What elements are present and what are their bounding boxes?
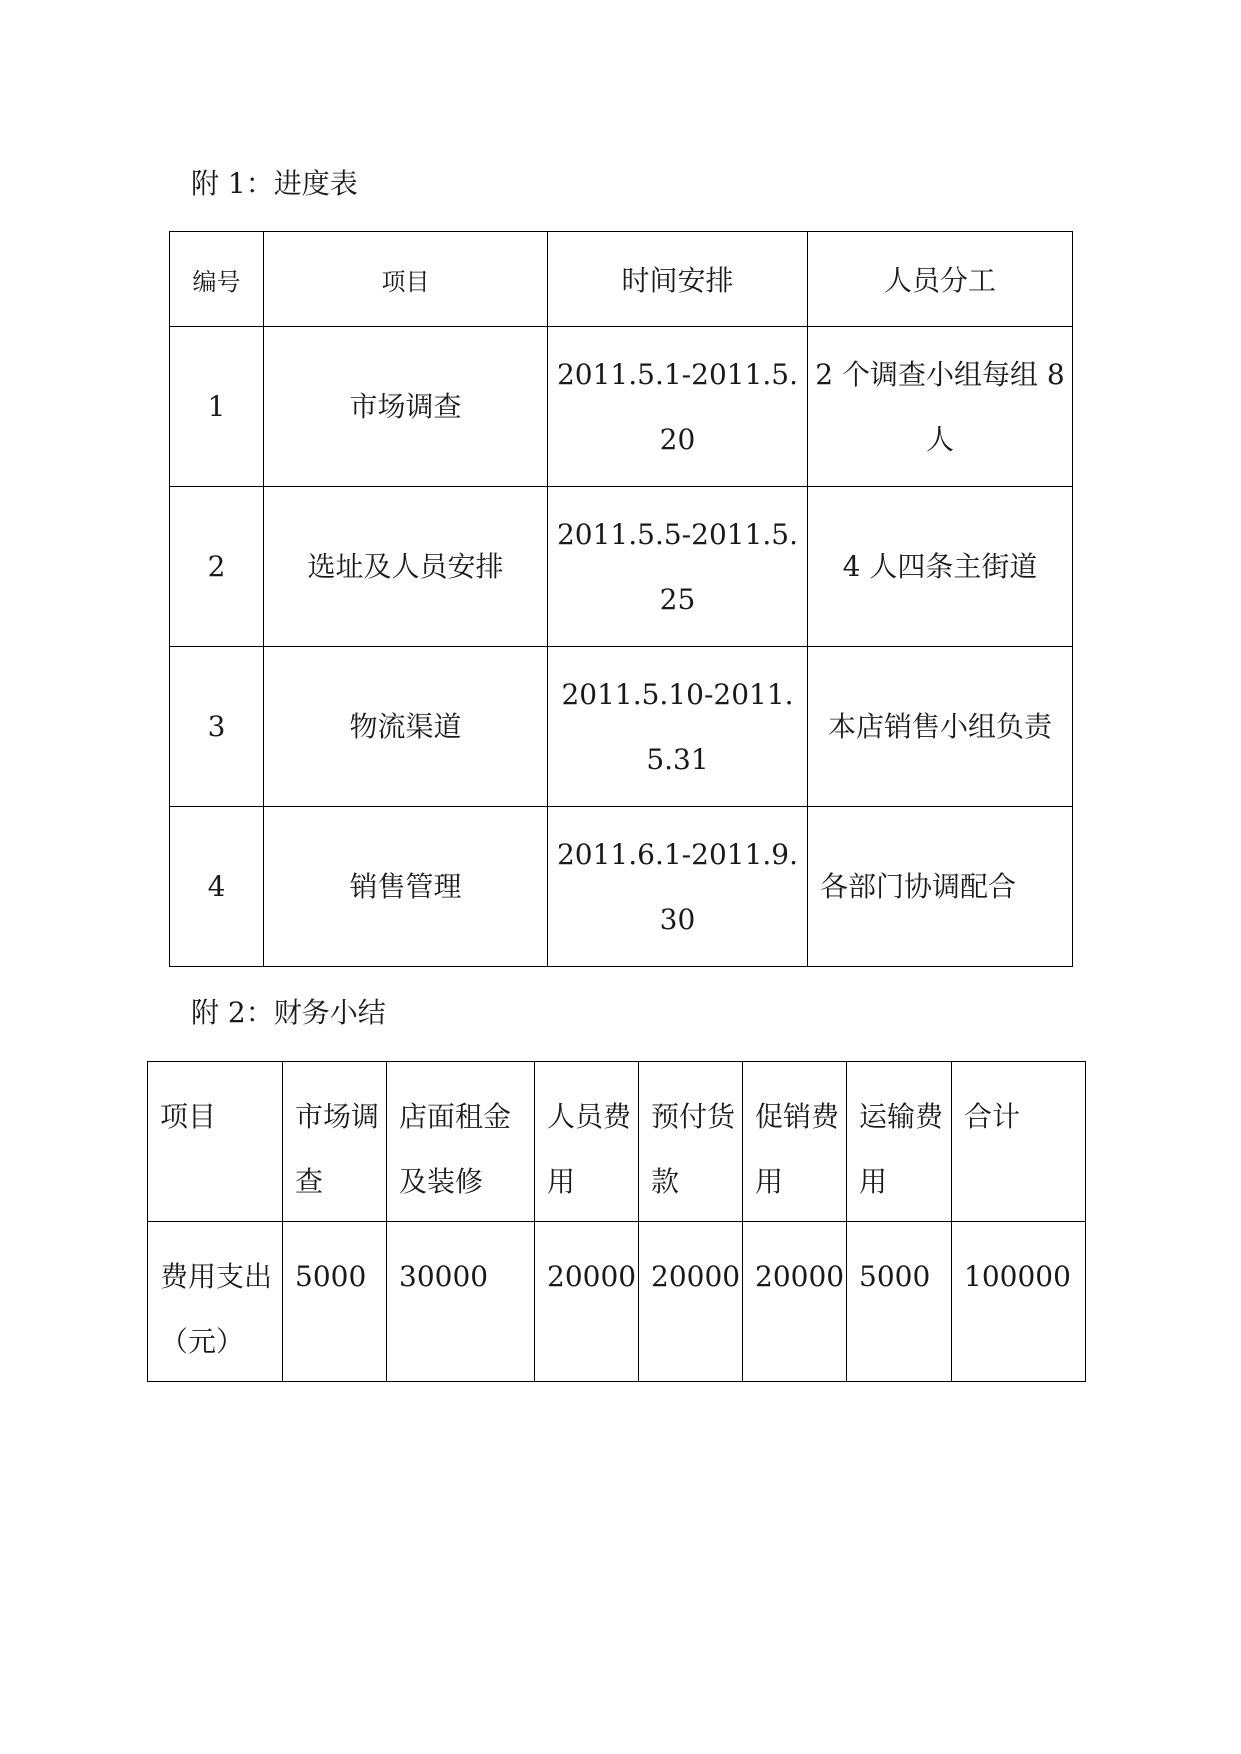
row-number: 2 [170,487,264,647]
row-item: 市场调查 [264,327,548,487]
header-item: 项目 [148,1062,283,1222]
header-total: 合计 [952,1062,1086,1222]
header-staff: 人员分工 [808,232,1073,327]
row-item: 物流渠道 [264,647,548,807]
finance-caption: 附 2：财务小结 [191,996,386,1029]
finance-table [147,1061,1086,1382]
value-staff-cost: 20000 [535,1222,639,1382]
table-row [170,487,1073,647]
value-promotion-cost: 20000 [743,1222,847,1382]
value-market-survey: 5000 [283,1222,387,1382]
header-number: 编号 [170,232,264,327]
value-prepayment: 20000 [639,1222,743,1382]
header-prepayment: 预付货款 [639,1062,743,1222]
row-item: 销售管理 [264,807,548,967]
table-row [170,807,1073,967]
header-transport-cost: 运输费用 [847,1062,952,1222]
value-transport-cost: 5000 [847,1222,952,1382]
header-promotion-cost: 促销费用 [743,1062,847,1222]
header-rent-decoration: 店面租金及装修 [387,1062,535,1222]
schedule-header-row [170,232,1073,327]
row-staff: 4 人四条主街道 [808,487,1073,647]
schedule-table [169,231,1073,967]
row-time: 2011.5.1-2011.5.20 [548,327,808,487]
row-staff: 2 个调查小组每组 8 人 [808,327,1073,487]
finance-header-row [148,1062,1086,1222]
finance-expense-row [148,1222,1086,1382]
row-time: 2011.5.5-2011.5.25 [548,487,808,647]
row-number: 1 [170,327,264,487]
schedule-caption: 附 1：进度表 [191,167,358,200]
table-row [170,647,1073,807]
row-staff: 本店销售小组负责 [808,647,1073,807]
value-rent-decoration: 30000 [387,1222,535,1382]
row-label: 费用支出（元） [148,1222,283,1382]
header-item: 项目 [264,232,548,327]
value-total: 100000 [952,1222,1086,1382]
header-staff-cost: 人员费用 [535,1062,639,1222]
row-number: 4 [170,807,264,967]
row-time: 2011.5.10-2011.5.31 [548,647,808,807]
table-row [170,327,1073,487]
row-staff: 各部门协调配合 [808,807,1073,967]
row-number: 3 [170,647,264,807]
header-time: 时间安排 [548,232,808,327]
header-market-survey: 市场调查 [283,1062,387,1222]
row-item: 选址及人员安排 [264,487,548,647]
row-time: 2011.6.1-2011.9.30 [548,807,808,967]
